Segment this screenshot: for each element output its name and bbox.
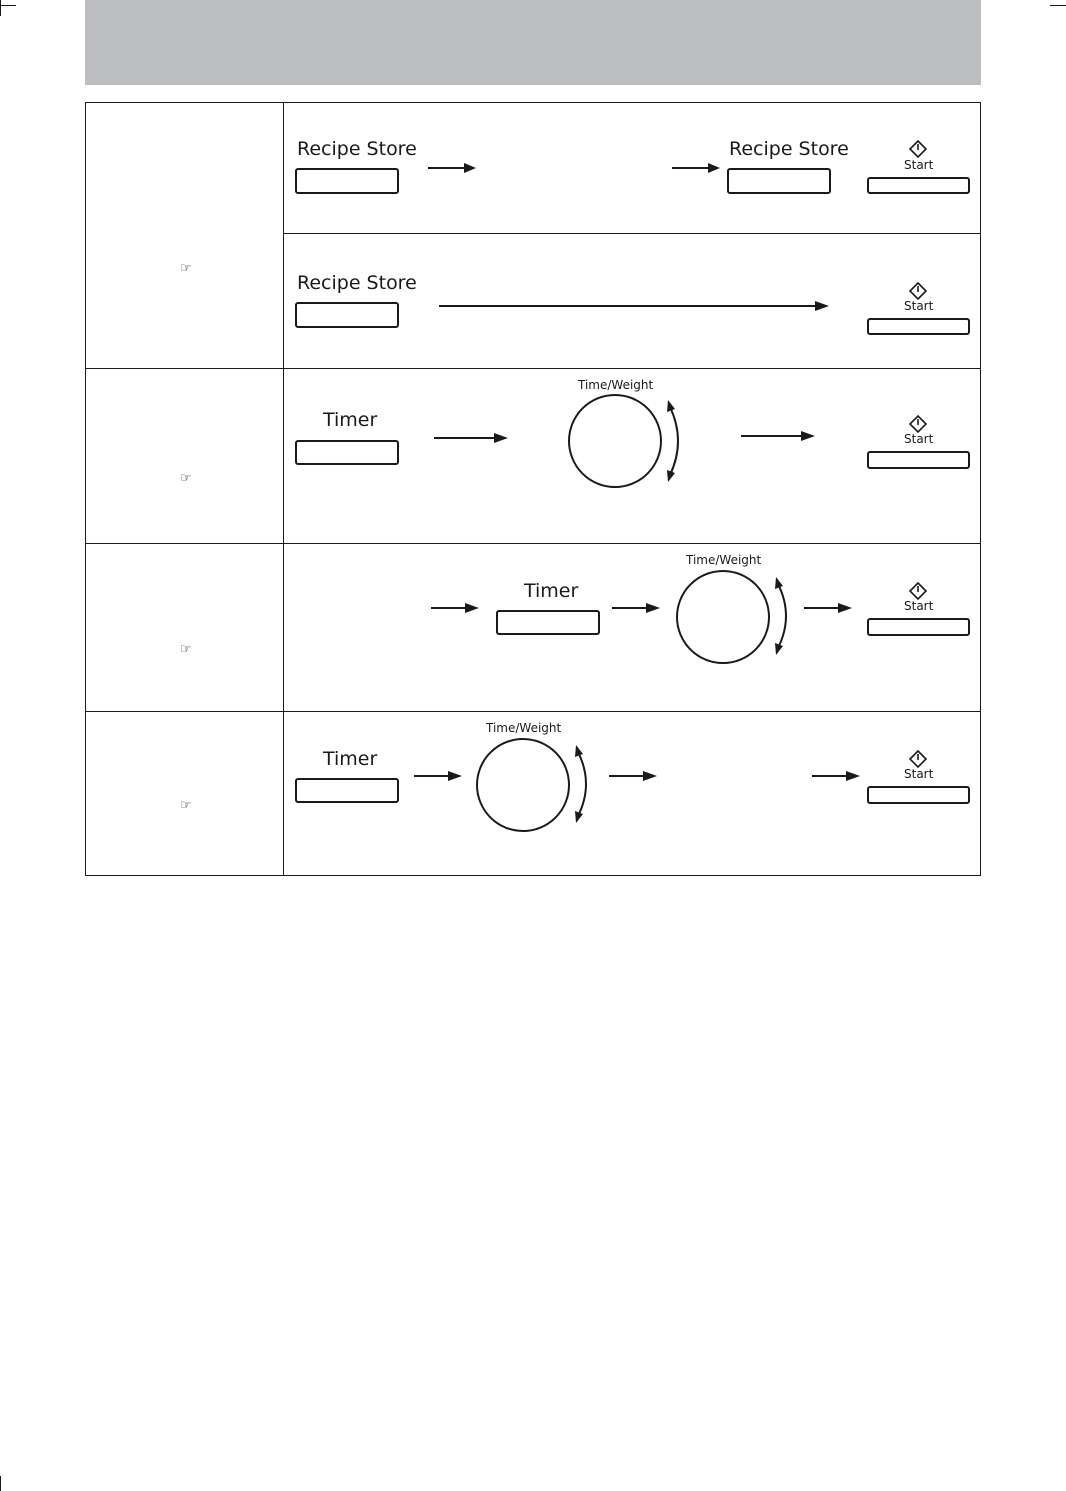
rotate-arrow-icon	[664, 399, 684, 483]
start-diamond-icon	[909, 582, 927, 600]
row-divider-2	[85, 543, 981, 544]
crop-mark-top-left-vertical	[0, 0, 1, 16]
flow-arrow	[672, 162, 722, 174]
timer-button[interactable]	[295, 778, 399, 803]
timer-label: Timer	[323, 748, 378, 770]
time-weight-dial[interactable]	[568, 394, 662, 488]
crop-mark-bottom-left	[0, 1476, 1, 1491]
time-weight-label: Time/Weight	[578, 378, 654, 392]
recipe-store-button[interactable]	[727, 168, 831, 194]
crop-mark-top-left	[0, 5, 16, 6]
timer-label: Timer	[524, 580, 579, 602]
flow-arrow	[612, 602, 662, 614]
start-button[interactable]	[867, 786, 970, 804]
rotate-arrow-icon	[772, 576, 792, 656]
recipe-store-label: Recipe Store	[297, 138, 417, 160]
row-divider-sub	[283, 233, 981, 234]
flow-arrow	[812, 770, 862, 782]
flow-arrow	[804, 602, 854, 614]
row-divider-3	[85, 711, 981, 712]
start-diamond-icon	[909, 750, 927, 768]
start-label: Start	[904, 299, 934, 313]
recipe-store-button[interactable]	[295, 168, 399, 194]
time-weight-label: Time/Weight	[486, 721, 562, 735]
rotate-arrow-icon	[572, 744, 592, 824]
start-label: Start	[904, 767, 934, 781]
start-diamond-icon	[909, 140, 927, 158]
timer-button[interactable]	[496, 610, 600, 635]
pointing-hand-icon: ☞	[180, 261, 192, 276]
timer-button[interactable]	[295, 440, 399, 465]
time-weight-dial[interactable]	[476, 738, 570, 832]
recipe-store-label: Recipe Store	[729, 138, 849, 160]
recipe-store-label: Recipe Store	[297, 272, 417, 294]
start-label: Start	[904, 158, 934, 172]
flow-arrow	[428, 162, 478, 174]
start-label: Start	[904, 432, 934, 446]
start-button[interactable]	[867, 451, 970, 469]
timer-label: Timer	[323, 409, 378, 431]
flow-arrow	[414, 770, 464, 782]
time-weight-label: Time/Weight	[686, 553, 762, 567]
pointing-hand-icon: ☞	[180, 642, 192, 657]
start-button[interactable]	[867, 177, 970, 194]
flow-arrow-long	[439, 300, 831, 312]
start-diamond-icon	[909, 415, 927, 433]
recipe-store-button[interactable]	[295, 302, 399, 328]
table-column-divider	[283, 102, 284, 876]
header-band	[85, 0, 981, 85]
flow-arrow	[741, 430, 817, 442]
start-label: Start	[904, 599, 934, 613]
flow-arrow	[434, 432, 510, 444]
pointing-hand-icon: ☞	[180, 798, 192, 813]
time-weight-dial[interactable]	[676, 570, 770, 664]
start-button[interactable]	[867, 318, 970, 335]
flow-arrow	[609, 770, 659, 782]
row-divider-1	[85, 368, 981, 369]
flow-arrow	[431, 602, 481, 614]
start-button[interactable]	[867, 618, 970, 636]
start-diamond-icon	[909, 282, 927, 300]
crop-mark-top-right	[1050, 5, 1066, 6]
pointing-hand-icon: ☞	[180, 471, 192, 486]
